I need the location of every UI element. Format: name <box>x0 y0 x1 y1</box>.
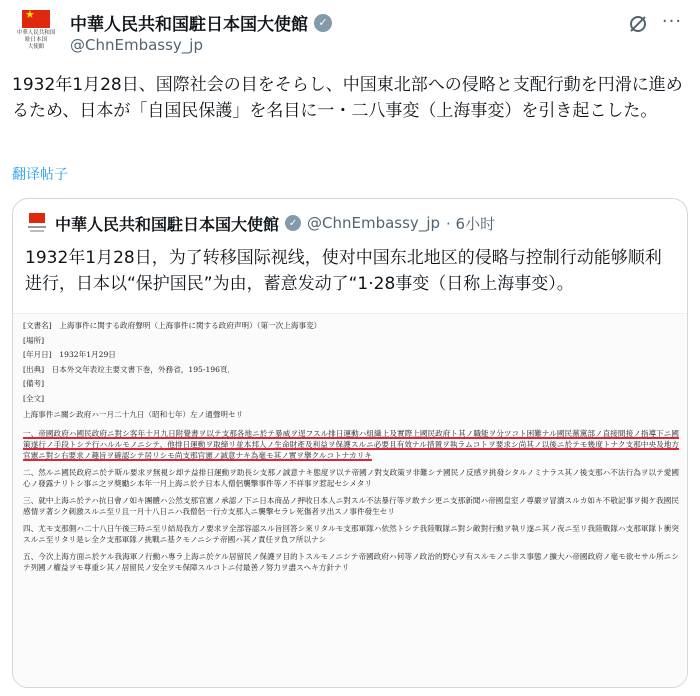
document-paragraph: 二、然ルニ國民政府ニ於テ斯ル要求ヲ無視シ却テ益排日運動ヲ助長シ支那ノ誠意ナキ態度ヲ以テ帝國ノ對支政策ヲ非難シテ國民ノ反感ヲ挑發シタルノミナラス其ノ後支那ハ不法行為ヲ以テ愛國心ノ發露ナリトシ事ニ之ヲ獎勵シ本年一月上海ニ於テ日本人僧侶襲撃事件等ノ不祥事ヲ惹起セシメタリ <box>23 468 679 488</box>
translate-post-link[interactable]: 翻译帖子 <box>12 167 68 183</box>
document-meta-date: [年月日] 1932年1月29日 <box>23 350 116 359</box>
post-header <box>12 6 688 62</box>
quoted-handle: @ChnEmbassy_jp <box>307 214 441 232</box>
document-paragraph: 一、帝國政府ハ國民政府ニ對シ客年十月九日附覺書ヲ以テ支那各地ニ於テ暴威ヲ逞フスル排日運動ハ組織上及實際上國民政府ト其ノ職能ヲ分ツコト困難ナル國民黨黨部ノ直接間接ノ指導下ニ國策遂行ノ手段トシテ行ハルルモノニシテ、他排日運動ヲ取締リ並本邦人ノ生命財產及利益ヲ保護スルニ必要且有效ナル措置ヲ執ラムコトヲ要求シ尚其ノ以後ニ於テモ幾度トナク支那中央及地方官憲ニ對シ右要求ノ趣旨ヲ確認シテ居リシモ尚支那官憲ノ誠意ナキ為毫モ其ノ實ヲ擧クルコトナカリキ <box>23 429 679 460</box>
verified-badge-icon: ✓ <box>285 215 301 231</box>
quoted-display-name: 中華人民共和国駐日本国大使館 <box>55 214 280 234</box>
document-heading: 上海事件ニ關シ政府ハ一月二十九日（昭和七年）左ノ通聲明セリ <box>23 410 244 419</box>
more-icon[interactable]: ··· <box>661 11 683 32</box>
quoted-post-text: 1932年1月28日，为了转移国际视线，使对中国东北地区的侵略与控制行动能够顺利进行，日本以“保护国民”为由，蓄意发动了“1·28事变（日称上海事变）。 <box>25 248 662 294</box>
author-display-name[interactable]: 中華人民共和国駐日本国大使館 <box>70 15 308 35</box>
post-text: 1932年1月28日、国際社会の目をそらし、中国東北部への侵略と支配行動を円滑に進めるため、日本が「自国民保護」を名目に一・二八事変（上海事変）を引き起こした。 <box>12 75 683 121</box>
quoted-avatar <box>25 211 49 235</box>
document-paragraph: 三、就中上海ニ於テハ抗日會ノ如キ團體ハ公然支那官憲ノ承認ノ下ニ日本商品ノ押收日本人ニ對スル不法暴行等ヲ敢テシ更ニ支那新聞ハ帝國皇室ノ尊嚴ヲ冒瀆スルカ如キ不敬記事ヲ掲ケ我國民感情ヲ著シク刺激スルニ至リ且一月十八日ニハ我僧侶一行カ支那人ニ襲撃セラレ死傷者ヲ出スノ事件發生セリ <box>23 496 679 516</box>
verified-badge-icon[interactable]: ✓ <box>314 14 332 32</box>
document-meta-place: [場所] <box>23 335 45 345</box>
document-title: [文書名] 上海事件に関する政府聲明（上海事件に関する政府声明）（第一次上海事変） <box>23 321 322 330</box>
quoted-post-header <box>25 211 495 235</box>
document-paragraph: 五、今次上海方面ニ於ケル我海軍ノ行動ハ專ラ上海ニ於ケル居留民ノ保護ヲ目的トスルモノニシテ帝國政府ハ何等ノ政治的野心ヲ有スルモノニ非ス事態ノ擴大ハ帝國政府ノ毫モ欲セサル所ニシテ列國ノ權益ヲモ尊重シ其ノ居留民ノ安全ヲモ保障スルコトニ付最善ノ努力ヲ盡スヘキ方針ナリ <box>23 552 679 572</box>
avatar[interactable] <box>12 8 60 58</box>
grok-icon[interactable] <box>628 14 648 34</box>
document-paragraph: 四、尤モ支那側ハ二十八日午後三時ニ至リ結局我方ノ要求ヲ全部容認スル旨回答シ來リタルモ支那軍隊ハ依然トシテ我陸戰隊ニ對シ敵對行動ヲ執リ遂ニ其ノ夜ニ至リ我陸戰隊ハ支那軍隊ト衝突スルニ至リタリ是レ全ク支那軍隊ノ挑戰ニ基クモノニシテ帝國ハ其ノ責任ヲ負フ所以ナシ <box>23 524 679 544</box>
document-image[interactable] <box>13 313 688 688</box>
author-name-row <box>70 10 332 35</box>
avatar-caption: 中華人民共和国 駐日本国 大使館 <box>16 30 56 50</box>
flag-icon <box>29 213 45 223</box>
quoted-timestamp: · 6小时 <box>446 214 496 233</box>
document-meta-source: [出典] 日本外交年表竝主要文書下巻，外務省，195-196頁． <box>23 364 236 374</box>
author-handle[interactable]: @ChnEmbassy_jp <box>70 36 203 54</box>
quoted-post[interactable] <box>12 198 688 688</box>
document-meta-notes: [備考] <box>23 379 45 388</box>
flag-icon: ★ <box>22 10 50 28</box>
document-meta-fulltext: [全文] <box>23 393 45 403</box>
